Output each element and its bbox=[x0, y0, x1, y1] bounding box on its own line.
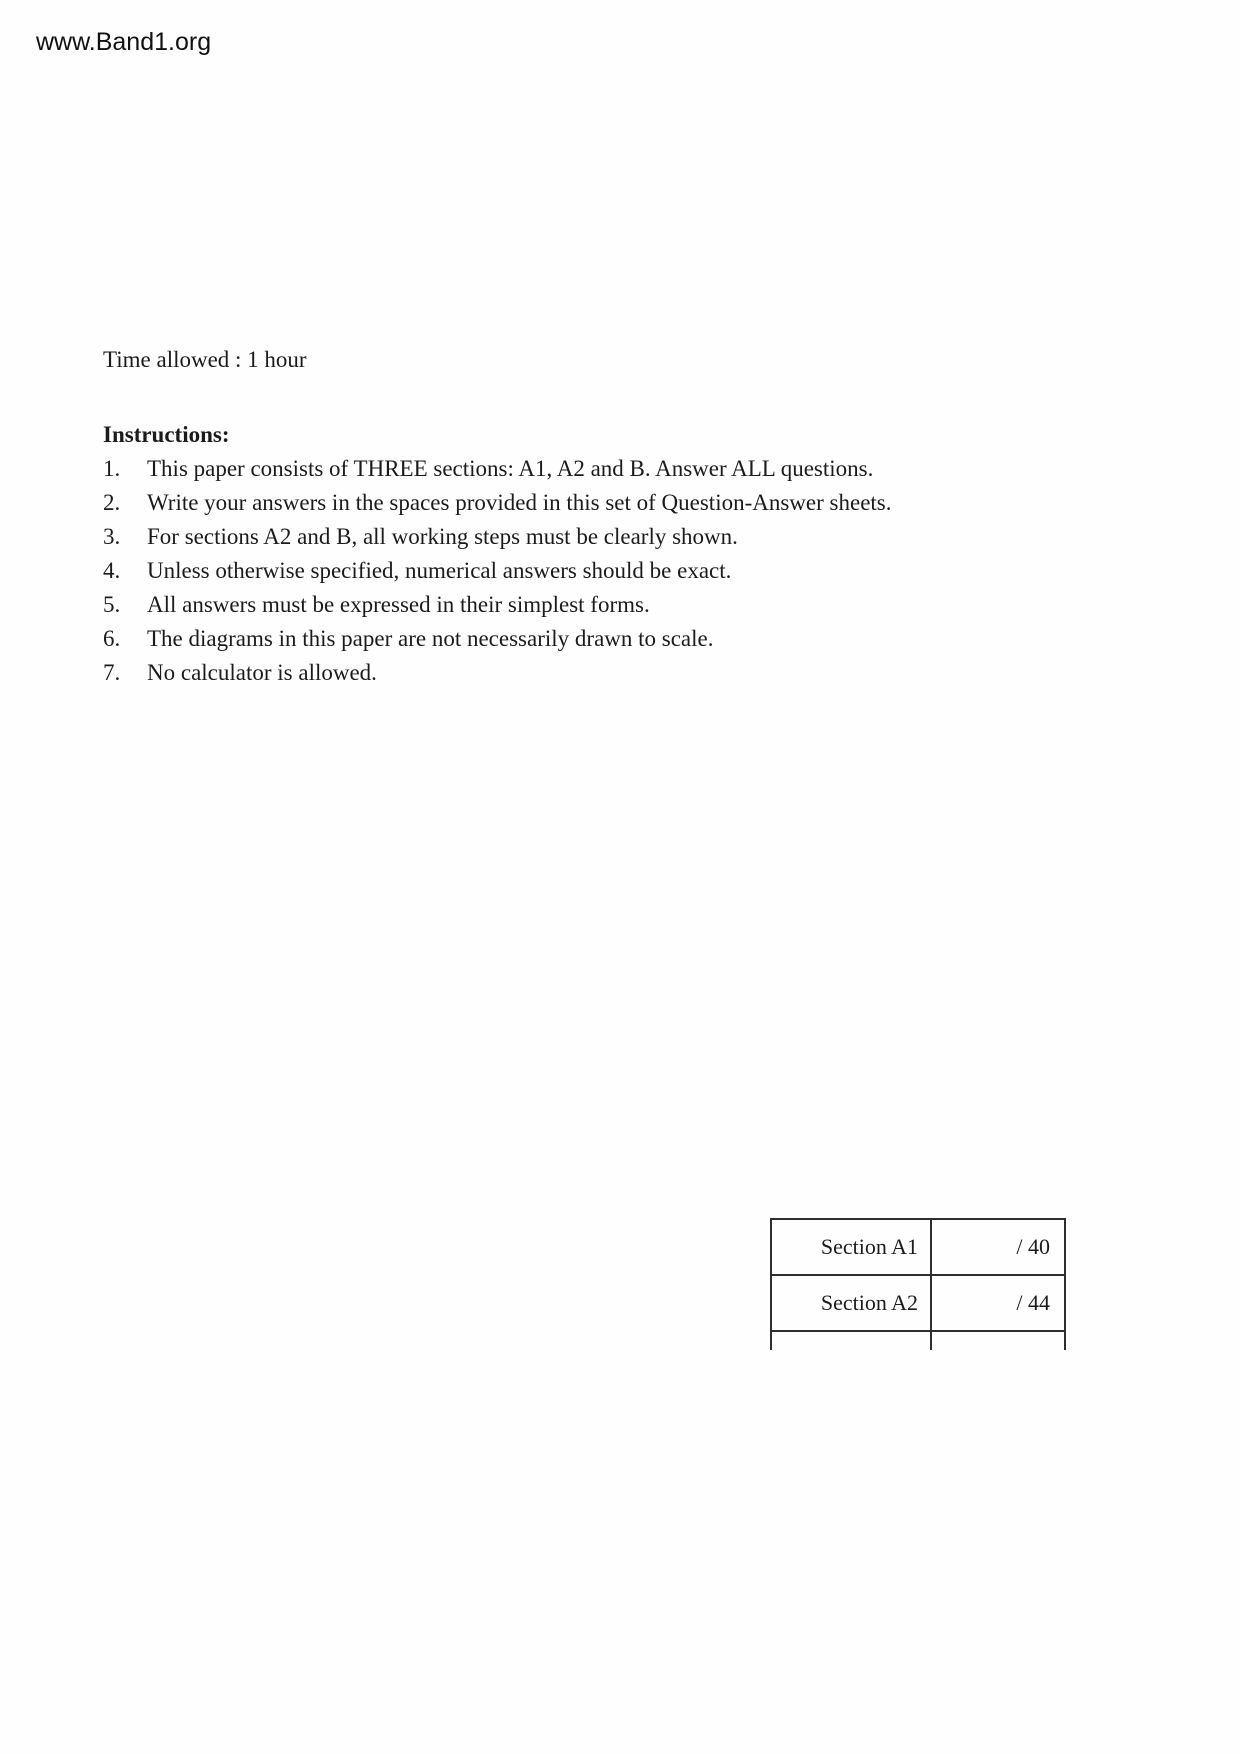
instruction-text: Write your answers in the spaces provided in this set of Question-Answer sheets. bbox=[147, 490, 892, 515]
instruction-number: 3. bbox=[103, 524, 121, 549]
instruction-text: Unless otherwise specified, numerical answers should be exact. bbox=[147, 558, 732, 583]
instruction-text: This paper consists of THREE sections: A1, A2 and B. Answer ALL questions. bbox=[147, 456, 874, 481]
instruction-text: No calculator is allowed. bbox=[147, 660, 377, 685]
instruction-number: 6. bbox=[103, 626, 121, 651]
instruction-item bbox=[103, 486, 1023, 520]
instruction-item bbox=[103, 588, 1023, 622]
score-row-label bbox=[772, 1332, 932, 1350]
instructions-list bbox=[103, 452, 1023, 690]
score-table-row bbox=[772, 1220, 1064, 1276]
instruction-number: 7. bbox=[103, 660, 121, 685]
score-row-value bbox=[932, 1332, 1064, 1350]
instructions-block bbox=[103, 346, 1023, 690]
score-table bbox=[770, 1218, 1066, 1350]
score-row-value: / 44 bbox=[1016, 1290, 1050, 1315]
instruction-number: 4. bbox=[103, 558, 121, 583]
instructions-heading: Instructions: bbox=[103, 422, 230, 447]
instruction-item bbox=[103, 554, 1023, 588]
instruction-item bbox=[103, 622, 1023, 656]
instruction-number: 5. bbox=[103, 592, 121, 617]
score-row-label: Section A1 bbox=[772, 1220, 932, 1274]
instruction-text: All answers must be expressed in their simplest forms. bbox=[147, 592, 650, 617]
instruction-item bbox=[103, 656, 1023, 690]
site-watermark: www.Band1.org bbox=[36, 28, 212, 56]
instruction-item bbox=[103, 520, 1023, 554]
score-row-label: Section A2 bbox=[772, 1276, 932, 1330]
instruction-text: The diagrams in this paper are not necessarily drawn to scale. bbox=[147, 626, 714, 651]
instruction-number: 1. bbox=[103, 456, 121, 481]
instruction-text: For sections A2 and B, all working steps must be clearly shown. bbox=[147, 524, 738, 549]
instruction-number: 2. bbox=[103, 490, 121, 515]
instruction-item bbox=[103, 452, 1023, 486]
score-row-value: / 40 bbox=[1016, 1234, 1050, 1259]
score-table-row-partial bbox=[772, 1332, 1064, 1350]
time-allowed-text: Time allowed : 1 hour bbox=[103, 347, 307, 372]
score-table-row bbox=[772, 1276, 1064, 1332]
